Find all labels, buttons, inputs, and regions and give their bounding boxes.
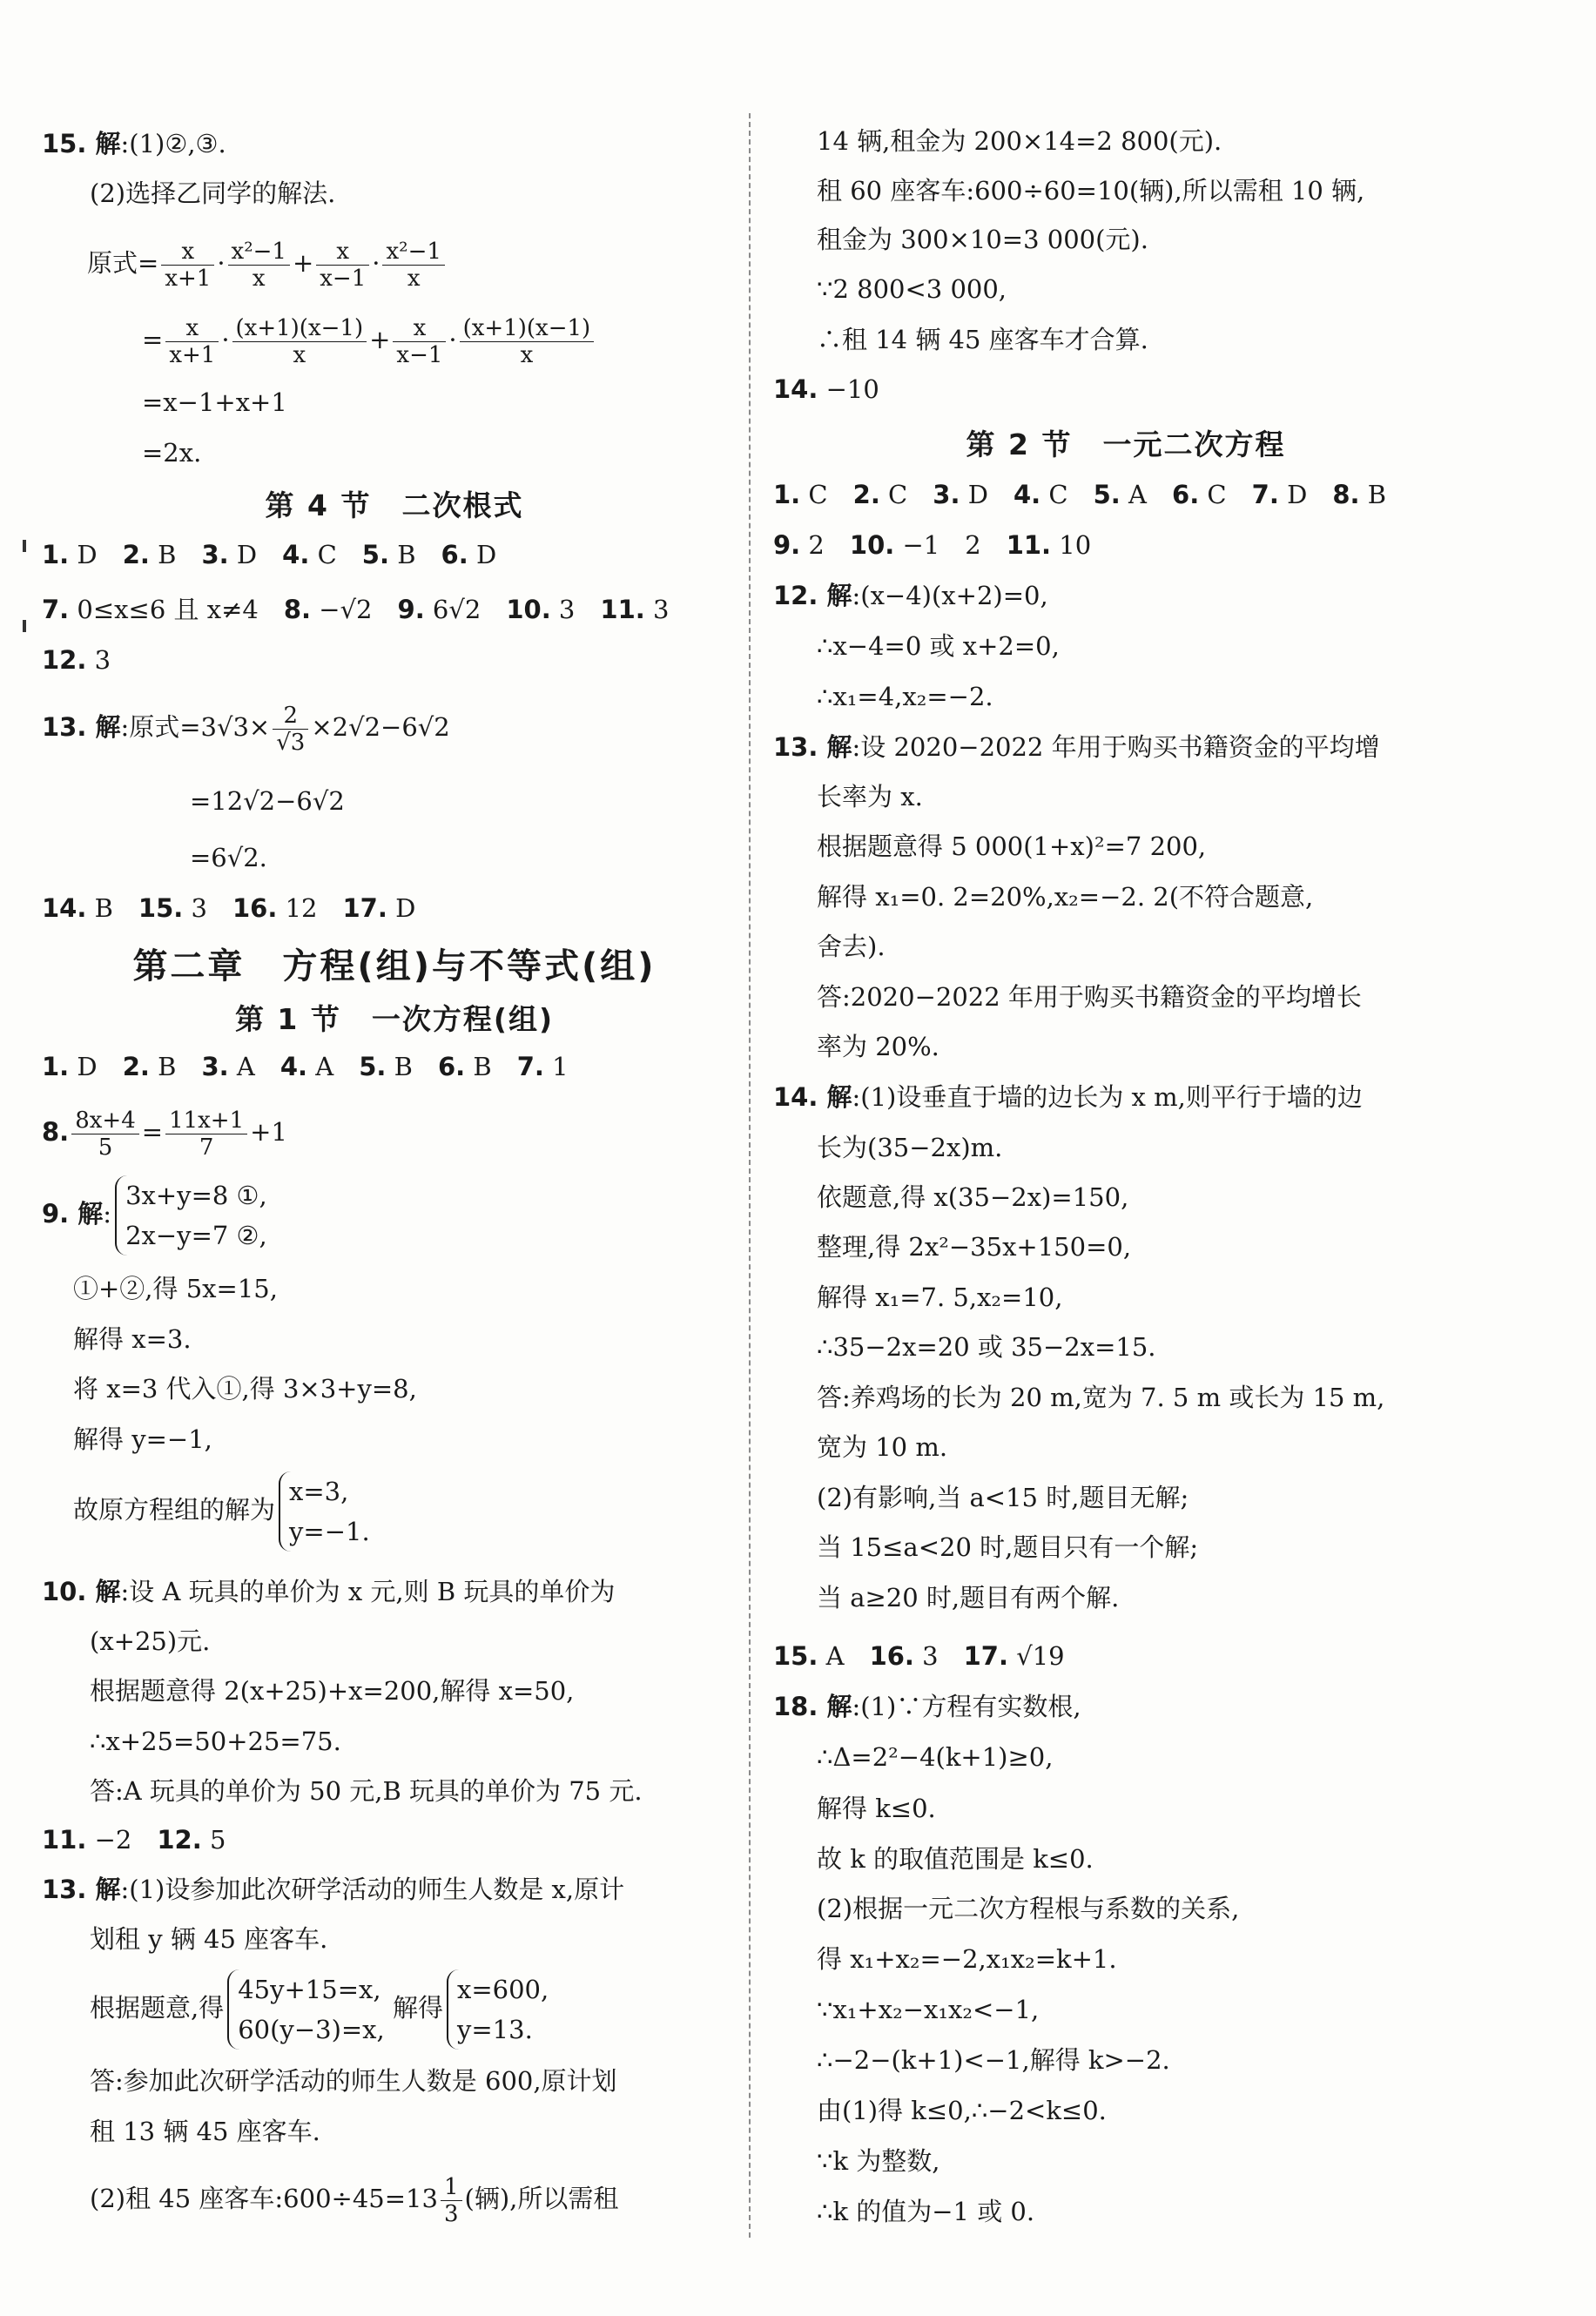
q10-line: 10. 解:设 A 玩具的单价为 x 元,则 B 玩具的单价为 xyxy=(42,1577,616,1606)
q14r-line: 依题意,得 x(35−2x)=150, xyxy=(817,1182,1129,1212)
q18-line: 故 k 的取值范围是 k≤0. xyxy=(817,1844,1094,1874)
q9-line: 解得 y=−1, xyxy=(73,1424,212,1454)
q14r-line: 当 a≥20 时,题目有两个解. xyxy=(817,1583,1120,1612)
q15-line1: 15. 解:(1)②,③. xyxy=(42,129,226,158)
answer-row: 1. C 2. C 3. D 4. C 5. A 6. C 7. D 8. B xyxy=(773,480,1387,509)
q13r-line: 长率为 x. xyxy=(817,782,923,811)
q13-formula: 13. 解:原式=3√3× $\frac{2}{√3}$ ×2√2−6√2 xyxy=(42,702,450,756)
q12-line: 12. 解:(x−4)(x+2)=0, xyxy=(773,581,1048,610)
q18-line: 得 x₁+x₂=−2,x₁x₂=k+1. xyxy=(817,1944,1117,1974)
q9-line: 解得 x=3. xyxy=(73,1324,192,1354)
q13-line3: =6√2. xyxy=(190,843,267,872)
q10-line: 根据题意得 2(x+25)+x=200,解得 x=50, xyxy=(90,1676,575,1706)
q13r-line: 答:2020−2022 年用于购买书籍资金的平均增长 xyxy=(817,982,1362,1012)
q10-line: (x+25)元. xyxy=(90,1626,211,1656)
q18-line: ∴−2−(k+1)<−1,解得 k>−2. xyxy=(817,2045,1170,2075)
q8-formula: 8. $\frac{8x+4}{5}$ = $\frac{11x+1}{7}$ +1 xyxy=(42,1107,287,1161)
q13b-line: 答:参加此次研学活动的师生人数是 600,原计划 xyxy=(90,2066,617,2096)
answer-row: 1. D 2. B 3. D 4. C 5. B 6. D xyxy=(42,540,497,569)
q14r-line: 14. 解:(1)设垂直于墙的边长为 x m,则平行于墙的边 xyxy=(773,1082,1363,1112)
q14r-line: 宽为 10 m. xyxy=(817,1432,948,1462)
answer-row: 14. −10 xyxy=(773,374,879,404)
q9-line: 将 x=3 代入①,得 3×3+y=8, xyxy=(73,1374,417,1404)
q18-line: 解得 k≤0. xyxy=(817,1794,936,1823)
q18-line: 由(1)得 k≤0,∴−2<k≤0. xyxy=(817,2096,1107,2125)
margin-mark xyxy=(23,620,26,632)
q18-line: ∴Δ=2²−4(k+1)≥0, xyxy=(817,1742,1054,1772)
answer-row: 1. D 2. B 3. A 4. A 5. B 6. B 7. 1 xyxy=(42,1052,569,1081)
q15-line6: =2x. xyxy=(142,438,202,468)
q10-line: ∴x+25=50+25=75. xyxy=(90,1727,341,1756)
q12-line: ∴x₁=4,x₂=−2. xyxy=(817,682,993,711)
q14r-line: 长为(35−2x)m. xyxy=(817,1133,1003,1162)
q14r-line: 当 15≤a<20 时,题目只有一个解; xyxy=(817,1532,1199,1562)
q10-line: 答:A 玩具的单价为 50 元,B 玩具的单价为 75 元. xyxy=(90,1776,643,1806)
answer-row: 9. 2 10. −1 2 11. 10 xyxy=(773,530,1092,560)
margin-mark xyxy=(23,540,26,552)
q18-line: ∵k 为整数, xyxy=(817,2146,940,2176)
q9-line: ①+②,得 5x=15, xyxy=(73,1274,278,1303)
q13r-line: 根据题意得 5 000(1+x)²=7 200, xyxy=(817,831,1207,861)
q13-cont: ∵2 800<3 000, xyxy=(817,274,1007,304)
q9-solution: 故原方程组的解为 x=3, y=−1. xyxy=(73,1471,370,1552)
q13-cont: 租 60 座客车:600÷60=10(辆),所以需租 10 辆, xyxy=(817,176,1365,205)
q15-line2: (2)选择乙同学的解法. xyxy=(90,178,336,208)
q14r-line: ∴35−2x=20 或 35−2x=15. xyxy=(817,1332,1156,1362)
q13b-system: 根据题意,得 45y+15=x, 60(y−3)=x, 解得 x=600, y=13. xyxy=(90,1969,549,2050)
chapter-title: 第二章 方程(组)与不等式(组) xyxy=(132,946,657,986)
q18-line: ∴k 的值为−1 或 0. xyxy=(817,2197,1035,2226)
q13r-line: 舍去). xyxy=(817,932,886,961)
q14r-line: 整理,得 2x²−35x+150=0, xyxy=(817,1232,1132,1262)
q13b-line: 划租 y 辆 45 座客车. xyxy=(90,1924,328,1954)
q13-line2: =12√2−6√2 xyxy=(190,786,345,816)
q15-formula1: 原式= $\frac{x}{x+1}$ · $\frac{\text{x²−1}}{x}$ + $\frac{x}{x-1}$ · $\frac{\text{x²−1}}{x}$ xyxy=(87,237,448,292)
q18-line: (2)根据一元二次方程根与系数的关系, xyxy=(817,1894,1240,1923)
q12-line: ∴x−4=0 或 x+2=0, xyxy=(817,631,1060,661)
q14r-line: (2)有影响,当 a<15 时,题目无解; xyxy=(817,1483,1189,1512)
q18-line: ∵x₁+x₂−x₁x₂<−1, xyxy=(817,1995,1040,2024)
q13r-line: 13. 解:设 2020−2022 年用于购买书籍资金的平均增 xyxy=(773,732,1380,762)
section-title: 第 2 节 一元二次方程 xyxy=(966,428,1286,461)
answer-row: 11. −2 12. 5 xyxy=(42,1825,226,1855)
q9-system: 9. 解: 3x+y=8 ①, 2x−y=7 ②, xyxy=(42,1175,267,1256)
answer-row: 14. B 15. 3 16. 12 17. D xyxy=(42,893,416,923)
section-title: 第 4 节 二次根式 xyxy=(265,488,524,522)
q13-cont: 14 辆,租金为 200×14=2 800(元). xyxy=(817,126,1222,156)
column-divider xyxy=(749,113,751,2238)
section-title: 第 1 节 一次方程(组) xyxy=(234,1002,555,1036)
q14r-line: 答:养鸡场的长为 20 m,宽为 7. 5 m 或长为 15 m, xyxy=(817,1383,1385,1412)
q13b-line: (2)租 45 座客车:600÷45=13 $\frac{1}{3}$ (辆),所以需租 xyxy=(90,2173,619,2227)
q18-line: 18. 解:(1)∵方程有实数根, xyxy=(773,1692,1081,1721)
q14r-line: 解得 x₁=7. 5,x₂=10, xyxy=(817,1283,1063,1312)
answer-row: 15. A 16. 3 17. √19 xyxy=(773,1641,1065,1671)
q13r-line: 率为 20%. xyxy=(817,1032,939,1061)
q13r-line: 解得 x₁=0. 2=20%,x₂=−2. 2(不符合题意, xyxy=(817,882,1314,912)
answer-row: 12. 3 xyxy=(42,645,111,675)
answer-row: 7. 0≤x≤6 且 x≠4 8. −√2 9. 6√2 10. 3 11. 3 xyxy=(42,595,670,624)
q15-formula2: = $\frac{x}{x+1}$ · $\frac{(x+1)(x-1)}{x}$ + $\frac{x}{x-1}$ · $\frac{(x+1)(x-1)}{x}$ xyxy=(142,313,596,368)
q15-line5: =x−1+x+1 xyxy=(142,387,287,417)
q13-cont: 租金为 300×10=3 000(元). xyxy=(817,225,1148,254)
q13-cont: ∴租 14 辆 45 座客车才合算. xyxy=(817,325,1148,354)
q13b-line: 13. 解:(1)设参加此次研学活动的师生人数是 x,原计 xyxy=(42,1875,625,1904)
q13b-line: 租 13 辆 45 座客车. xyxy=(90,2117,320,2146)
